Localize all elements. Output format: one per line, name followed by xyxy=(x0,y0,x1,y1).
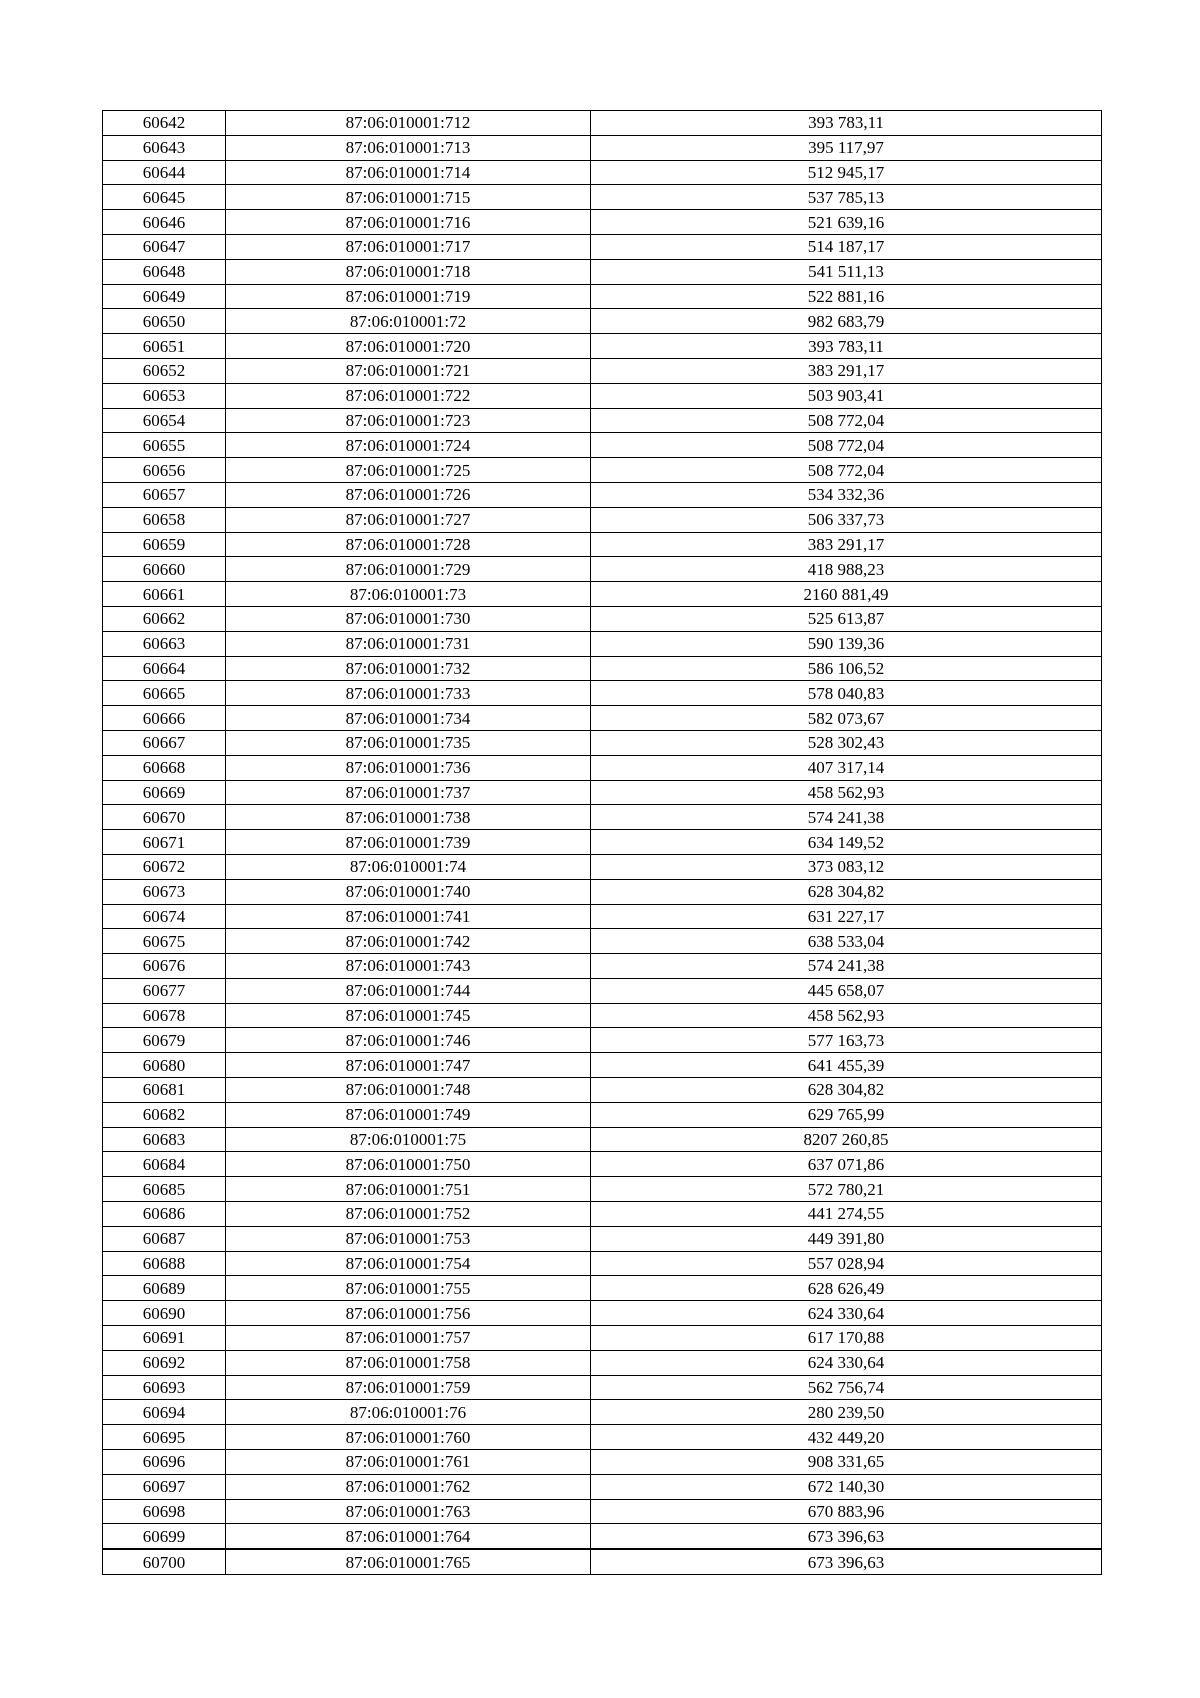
row-number-cell: 60665 xyxy=(103,681,226,706)
row-number-cell: 60670 xyxy=(103,805,226,830)
cadastral-value-cell: 449 391,80 xyxy=(591,1226,1102,1251)
row-number-cell: 60687 xyxy=(103,1226,226,1251)
row-number-cell: 60664 xyxy=(103,656,226,681)
cadastral-number-cell: 87:06:010001:741 xyxy=(226,904,591,929)
row-number-cell: 60651 xyxy=(103,334,226,359)
cadastral-number-cell: 87:06:010001:722 xyxy=(226,383,591,408)
table-row xyxy=(103,1326,1102,1351)
cadastral-value-cell: 407 317,14 xyxy=(591,755,1102,780)
row-number-cell: 60659 xyxy=(103,532,226,557)
row-number-cell: 60669 xyxy=(103,780,226,805)
cadastral-number-cell: 87:06:010001:758 xyxy=(226,1350,591,1375)
cadastral-number-cell: 87:06:010001:752 xyxy=(226,1202,591,1227)
table-row xyxy=(103,730,1102,755)
table-row xyxy=(103,532,1102,557)
cadastral-number-cell: 87:06:010001:759 xyxy=(226,1375,591,1400)
table-row xyxy=(103,904,1102,929)
table-row xyxy=(103,1102,1102,1127)
cadastral-number-cell: 87:06:010001:732 xyxy=(226,656,591,681)
cadastral-value-cell: 432 449,20 xyxy=(591,1425,1102,1450)
cadastral-value-cell: 617 170,88 xyxy=(591,1326,1102,1351)
table-row xyxy=(103,284,1102,309)
table-row xyxy=(103,656,1102,681)
row-number-cell: 60680 xyxy=(103,1053,226,1078)
cadastral-number-cell: 87:06:010001:747 xyxy=(226,1053,591,1078)
cadastral-value-cell: 537 785,13 xyxy=(591,185,1102,210)
cadastral-value-cell: 638 533,04 xyxy=(591,929,1102,954)
row-number-cell: 60658 xyxy=(103,507,226,532)
row-number-cell: 60688 xyxy=(103,1251,226,1276)
cadastral-value-cell: 908 331,65 xyxy=(591,1450,1102,1475)
row-number-cell: 60642 xyxy=(103,111,226,136)
table-row xyxy=(103,1226,1102,1251)
table-row xyxy=(103,1499,1102,1524)
row-number-cell: 60691 xyxy=(103,1326,226,1351)
cadastral-number-cell: 87:06:010001:735 xyxy=(226,730,591,755)
cadastral-number-cell: 87:06:010001:755 xyxy=(226,1276,591,1301)
cadastral-value-cell: 628 626,49 xyxy=(591,1276,1102,1301)
table-row xyxy=(103,383,1102,408)
cadastral-value-cell: 631 227,17 xyxy=(591,904,1102,929)
table-row xyxy=(103,929,1102,954)
row-number-cell: 60650 xyxy=(103,309,226,334)
cadastral-number-cell: 87:06:010001:723 xyxy=(226,408,591,433)
cadastral-value-cell: 393 783,11 xyxy=(591,334,1102,359)
cadastral-number-cell: 87:06:010001:764 xyxy=(226,1524,591,1549)
cadastral-number-cell: 87:06:010001:761 xyxy=(226,1450,591,1475)
cadastral-value-cell: 628 304,82 xyxy=(591,1078,1102,1103)
table-row xyxy=(103,408,1102,433)
row-number-cell: 60644 xyxy=(103,160,226,185)
cadastral-number-cell: 87:06:010001:763 xyxy=(226,1499,591,1524)
cadastral-value-cell: 673 396,63 xyxy=(591,1524,1102,1549)
table-row xyxy=(103,1202,1102,1227)
cadastral-number-cell: 87:06:010001:746 xyxy=(226,1028,591,1053)
cadastral-number-cell: 87:06:010001:730 xyxy=(226,606,591,631)
row-number-cell: 60698 xyxy=(103,1499,226,1524)
row-number-cell: 60682 xyxy=(103,1102,226,1127)
table-row xyxy=(103,879,1102,904)
table-row xyxy=(103,1053,1102,1078)
cadastral-value-table xyxy=(102,110,1102,1575)
row-number-cell: 60663 xyxy=(103,631,226,656)
table-row xyxy=(103,234,1102,259)
table-row xyxy=(103,1003,1102,1028)
cadastral-number-cell: 87:06:010001:754 xyxy=(226,1251,591,1276)
cadastral-value-cell: 673 396,63 xyxy=(591,1549,1102,1574)
row-number-cell: 60684 xyxy=(103,1152,226,1177)
cadastral-value-cell: 418 988,23 xyxy=(591,557,1102,582)
cadastral-value-cell: 458 562,93 xyxy=(591,780,1102,805)
row-number-cell: 60697 xyxy=(103,1474,226,1499)
cadastral-number-cell: 87:06:010001:715 xyxy=(226,185,591,210)
cadastral-value-cell: 541 511,13 xyxy=(591,259,1102,284)
table-row xyxy=(103,706,1102,731)
table-row xyxy=(103,1450,1102,1475)
cadastral-number-cell: 87:06:010001:726 xyxy=(226,482,591,507)
row-number-cell: 60690 xyxy=(103,1301,226,1326)
cadastral-value-cell: 521 639,16 xyxy=(591,210,1102,235)
table-row xyxy=(103,1028,1102,1053)
row-number-cell: 60693 xyxy=(103,1375,226,1400)
table-row xyxy=(103,309,1102,334)
cadastral-number-cell: 87:06:010001:721 xyxy=(226,358,591,383)
cadastral-number-cell: 87:06:010001:76 xyxy=(226,1400,591,1425)
row-number-cell: 60692 xyxy=(103,1350,226,1375)
row-number-cell: 60648 xyxy=(103,259,226,284)
table-row xyxy=(103,1127,1102,1152)
cadastral-value-cell: 393 783,11 xyxy=(591,111,1102,136)
cadastral-number-cell: 87:06:010001:74 xyxy=(226,854,591,879)
cadastral-number-cell: 87:06:010001:75 xyxy=(226,1127,591,1152)
table-row xyxy=(103,185,1102,210)
cadastral-value-cell: 383 291,17 xyxy=(591,358,1102,383)
cadastral-number-cell: 87:06:010001:716 xyxy=(226,210,591,235)
table-row xyxy=(103,854,1102,879)
row-number-cell: 60672 xyxy=(103,854,226,879)
cadastral-number-cell: 87:06:010001:713 xyxy=(226,135,591,160)
row-number-cell: 60695 xyxy=(103,1425,226,1450)
cadastral-value-cell: 445 658,07 xyxy=(591,978,1102,1003)
cadastral-number-cell: 87:06:010001:742 xyxy=(226,929,591,954)
row-number-cell: 60699 xyxy=(103,1524,226,1549)
table-row xyxy=(103,259,1102,284)
cadastral-value-cell: 2160 881,49 xyxy=(591,582,1102,607)
row-number-cell: 60679 xyxy=(103,1028,226,1053)
row-number-cell: 60666 xyxy=(103,706,226,731)
table-row xyxy=(103,1078,1102,1103)
table-row xyxy=(103,681,1102,706)
cadastral-number-cell: 87:06:010001:739 xyxy=(226,830,591,855)
cadastral-number-cell: 87:06:010001:72 xyxy=(226,309,591,334)
row-number-cell: 60655 xyxy=(103,433,226,458)
cadastral-number-cell: 87:06:010001:762 xyxy=(226,1474,591,1499)
cadastral-number-cell: 87:06:010001:727 xyxy=(226,507,591,532)
table-row xyxy=(103,210,1102,235)
cadastral-value-cell: 574 241,38 xyxy=(591,805,1102,830)
cadastral-number-cell: 87:06:010001:756 xyxy=(226,1301,591,1326)
cadastral-value-cell: 503 903,41 xyxy=(591,383,1102,408)
cadastral-value-cell: 672 140,30 xyxy=(591,1474,1102,1499)
cadastral-number-cell: 87:06:010001:733 xyxy=(226,681,591,706)
table-row xyxy=(103,135,1102,160)
cadastral-number-cell: 87:06:010001:718 xyxy=(226,259,591,284)
row-number-cell: 60662 xyxy=(103,606,226,631)
cadastral-value-cell: 624 330,64 xyxy=(591,1350,1102,1375)
row-number-cell: 60694 xyxy=(103,1400,226,1425)
cadastral-number-cell: 87:06:010001:737 xyxy=(226,780,591,805)
table-row xyxy=(103,755,1102,780)
cadastral-number-cell: 87:06:010001:728 xyxy=(226,532,591,557)
cadastral-value-cell: 522 881,16 xyxy=(591,284,1102,309)
cadastral-number-cell: 87:06:010001:745 xyxy=(226,1003,591,1028)
cadastral-number-cell: 87:06:010001:748 xyxy=(226,1078,591,1103)
cadastral-value-cell: 373 083,12 xyxy=(591,854,1102,879)
cadastral-value-cell: 586 106,52 xyxy=(591,656,1102,681)
row-number-cell: 60677 xyxy=(103,978,226,1003)
table-row xyxy=(103,557,1102,582)
table-row xyxy=(103,805,1102,830)
table-row xyxy=(103,1301,1102,1326)
cadastral-number-cell: 87:06:010001:760 xyxy=(226,1425,591,1450)
cadastral-value-cell: 525 613,87 xyxy=(591,606,1102,631)
row-number-cell: 60649 xyxy=(103,284,226,309)
table-row xyxy=(103,458,1102,483)
row-number-cell: 60675 xyxy=(103,929,226,954)
cadastral-number-cell: 87:06:010001:753 xyxy=(226,1226,591,1251)
table-row xyxy=(103,1251,1102,1276)
row-number-cell: 60667 xyxy=(103,730,226,755)
row-number-cell: 60646 xyxy=(103,210,226,235)
cadastral-number-cell: 87:06:010001:749 xyxy=(226,1102,591,1127)
row-number-cell: 60681 xyxy=(103,1078,226,1103)
row-number-cell: 60676 xyxy=(103,954,226,979)
cadastral-number-cell: 87:06:010001:724 xyxy=(226,433,591,458)
cadastral-value-cell: 574 241,38 xyxy=(591,954,1102,979)
cadastral-number-cell: 87:06:010001:734 xyxy=(226,706,591,731)
cadastral-value-cell: 508 772,04 xyxy=(591,408,1102,433)
row-number-cell: 60700 xyxy=(103,1549,226,1574)
cadastral-value-cell: 395 117,97 xyxy=(591,135,1102,160)
cadastral-number-cell: 87:06:010001:744 xyxy=(226,978,591,1003)
cadastral-value-cell: 670 883,96 xyxy=(591,1499,1102,1524)
cadastral-value-cell: 578 040,83 xyxy=(591,681,1102,706)
table-row xyxy=(103,433,1102,458)
cadastral-value-cell: 534 332,36 xyxy=(591,482,1102,507)
row-number-cell: 60647 xyxy=(103,234,226,259)
cadastral-value-cell: 637 071,86 xyxy=(591,1152,1102,1177)
cadastral-number-cell: 87:06:010001:714 xyxy=(226,160,591,185)
table-body xyxy=(103,111,1102,1575)
table-row xyxy=(103,358,1102,383)
cadastral-value-cell: 383 291,17 xyxy=(591,532,1102,557)
cadastral-number-cell: 87:06:010001:719 xyxy=(226,284,591,309)
cadastral-value-cell: 441 274,55 xyxy=(591,1202,1102,1227)
row-number-cell: 60645 xyxy=(103,185,226,210)
cadastral-value-cell: 557 028,94 xyxy=(591,1251,1102,1276)
table-row xyxy=(103,334,1102,359)
table-row xyxy=(103,1400,1102,1425)
cadastral-value-cell: 8207 260,85 xyxy=(591,1127,1102,1152)
cadastral-value-cell: 590 139,36 xyxy=(591,631,1102,656)
cadastral-value-cell: 572 780,21 xyxy=(591,1177,1102,1202)
cadastral-value-cell: 514 187,17 xyxy=(591,234,1102,259)
cadastral-number-cell: 87:06:010001:743 xyxy=(226,954,591,979)
row-number-cell: 60657 xyxy=(103,482,226,507)
cadastral-value-cell: 577 163,73 xyxy=(591,1028,1102,1053)
row-number-cell: 60643 xyxy=(103,135,226,160)
cadastral-value-cell: 512 945,17 xyxy=(591,160,1102,185)
row-number-cell: 60661 xyxy=(103,582,226,607)
cadastral-number-cell: 87:06:010001:712 xyxy=(226,111,591,136)
cadastral-value-cell: 562 756,74 xyxy=(591,1375,1102,1400)
row-number-cell: 60656 xyxy=(103,458,226,483)
cadastral-value-cell: 624 330,64 xyxy=(591,1301,1102,1326)
table-row xyxy=(103,1350,1102,1375)
cadastral-value-cell: 458 562,93 xyxy=(591,1003,1102,1028)
table-row xyxy=(103,978,1102,1003)
table-row xyxy=(103,780,1102,805)
row-number-cell: 60685 xyxy=(103,1177,226,1202)
table-row xyxy=(103,1177,1102,1202)
cadastral-value-cell: 528 302,43 xyxy=(591,730,1102,755)
cadastral-value-cell: 629 765,99 xyxy=(591,1102,1102,1127)
table-row xyxy=(103,1152,1102,1177)
row-number-cell: 60683 xyxy=(103,1127,226,1152)
table-row xyxy=(103,606,1102,631)
table-row xyxy=(103,160,1102,185)
row-number-cell: 60674 xyxy=(103,904,226,929)
table-row xyxy=(103,1474,1102,1499)
cadastral-number-cell: 87:06:010001:717 xyxy=(226,234,591,259)
row-number-cell: 60652 xyxy=(103,358,226,383)
cadastral-value-cell: 641 455,39 xyxy=(591,1053,1102,1078)
table-row xyxy=(103,1425,1102,1450)
table-row xyxy=(103,507,1102,532)
row-number-cell: 60653 xyxy=(103,383,226,408)
cadastral-value-cell: 508 772,04 xyxy=(591,433,1102,458)
cadastral-number-cell: 87:06:010001:720 xyxy=(226,334,591,359)
cadastral-value-cell: 582 073,67 xyxy=(591,706,1102,731)
cadastral-number-cell: 87:06:010001:765 xyxy=(226,1549,591,1574)
table-row xyxy=(103,1549,1102,1574)
cadastral-number-cell: 87:06:010001:751 xyxy=(226,1177,591,1202)
table-row xyxy=(103,1524,1102,1549)
cadastral-number-cell: 87:06:010001:725 xyxy=(226,458,591,483)
cadastral-number-cell: 87:06:010001:731 xyxy=(226,631,591,656)
cadastral-number-cell: 87:06:010001:738 xyxy=(226,805,591,830)
cadastral-value-cell: 628 304,82 xyxy=(591,879,1102,904)
table-row xyxy=(103,954,1102,979)
table-row xyxy=(103,1375,1102,1400)
cadastral-number-cell: 87:06:010001:750 xyxy=(226,1152,591,1177)
cadastral-number-cell: 87:06:010001:757 xyxy=(226,1326,591,1351)
row-number-cell: 60668 xyxy=(103,755,226,780)
cadastral-value-cell: 508 772,04 xyxy=(591,458,1102,483)
table-row xyxy=(103,1276,1102,1301)
cadastral-value-cell: 982 683,79 xyxy=(591,309,1102,334)
table-row xyxy=(103,582,1102,607)
cadastral-value-cell: 280 239,50 xyxy=(591,1400,1102,1425)
row-number-cell: 60686 xyxy=(103,1202,226,1227)
cadastral-number-cell: 87:06:010001:729 xyxy=(226,557,591,582)
cadastral-number-cell: 87:06:010001:740 xyxy=(226,879,591,904)
row-number-cell: 60654 xyxy=(103,408,226,433)
table-row xyxy=(103,111,1102,136)
row-number-cell: 60696 xyxy=(103,1450,226,1475)
row-number-cell: 60673 xyxy=(103,879,226,904)
row-number-cell: 60660 xyxy=(103,557,226,582)
cadastral-number-cell: 87:06:010001:73 xyxy=(226,582,591,607)
table-row xyxy=(103,830,1102,855)
table-row xyxy=(103,482,1102,507)
cadastral-number-cell: 87:06:010001:736 xyxy=(226,755,591,780)
row-number-cell: 60689 xyxy=(103,1276,226,1301)
cadastral-value-cell: 634 149,52 xyxy=(591,830,1102,855)
cadastral-value-cell: 506 337,73 xyxy=(591,507,1102,532)
table-row xyxy=(103,631,1102,656)
row-number-cell: 60671 xyxy=(103,830,226,855)
row-number-cell: 60678 xyxy=(103,1003,226,1028)
